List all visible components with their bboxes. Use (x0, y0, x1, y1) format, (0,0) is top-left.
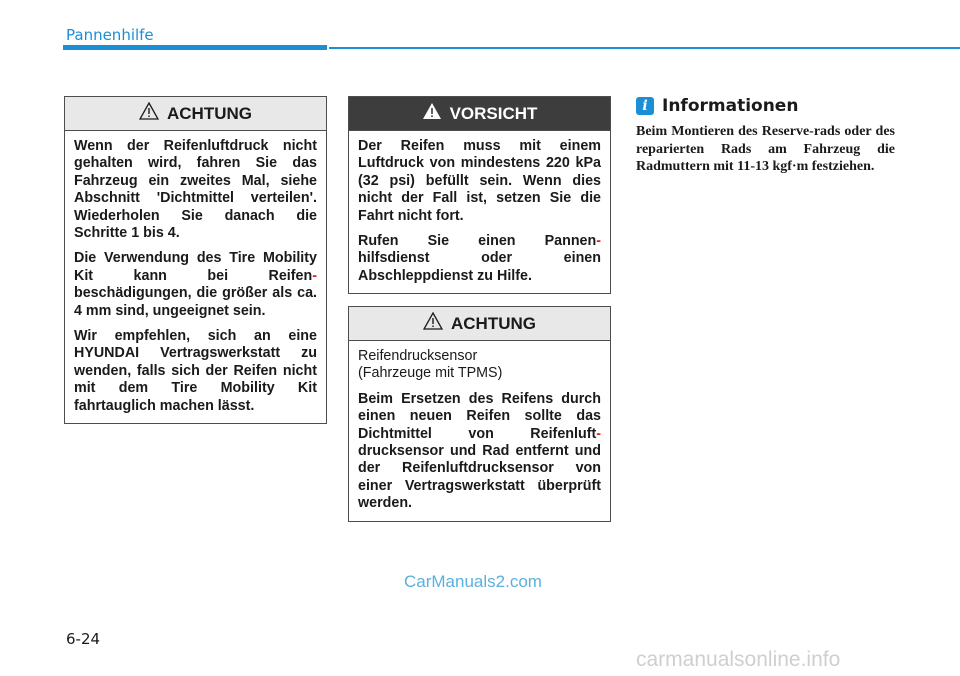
vorsicht-title: VORSICHT (449, 103, 538, 123)
info-heading (636, 96, 798, 116)
achtung-title: ACHTUNG (167, 103, 252, 123)
watermark-link[interactable]: CarManuals2.com (404, 572, 542, 591)
hyphen-mark: - (312, 267, 317, 284)
achtung-paragraph: Wenn der Reifenluftdruck nicht gehalten wird, fahren Sie das Fahrzeug ein zweites Mal, siehe Abschnitt 'Dichtmittel verteilen'. Wiederholen Sie danach die Schritte 1 bis 4. (74, 138, 317, 242)
achtung-title: ACHTUNG (451, 313, 536, 333)
vorsicht-paragraph: Der Reifen muss mit einem Luftdruck von mindestens 220 kPa (32 psi) befüllt sein. Wenn dies nicht der Fall ist, setzen Sie die Fahrt nicht fort. (358, 138, 601, 224)
achtung-body (349, 341, 610, 521)
achtung-paragraph: Die Verwendung des Tire Mobility Kit kann bei Reifen- beschädigungen, die größer als ca. 4 mm sind, ungeeignet sein. (74, 250, 317, 319)
hyphen-mark: - (596, 233, 601, 250)
page-number: 6-24 (66, 630, 101, 648)
vorsicht-box (348, 96, 611, 294)
achtung-box-tire-mobility (64, 96, 327, 424)
warning-triangle-outline-icon (423, 312, 443, 335)
warning-triangle-outline-icon (139, 102, 159, 125)
achtung-box-tpms (348, 306, 611, 522)
header-rule-thick (63, 45, 327, 50)
hyphen-mark: - (596, 425, 601, 442)
info-title: Informationen (662, 96, 799, 116)
warning-triangle-filled-icon (422, 102, 442, 125)
achtung-body (65, 131, 326, 423)
achtung-subheading: Reifendrucksensor (Fahrzeuge mit TPMS) (358, 348, 503, 382)
achtung-header (65, 97, 326, 131)
section-title: Pannenhilfe (66, 26, 154, 44)
achtung-paragraph: Beim Ersetzen des Reifens durch einen neuen Reifen sollte das Dichtmittel von Reifenluft- drucksensor und Rad entfernt und der Reifenluftdrucksensor von einer Vertragswerkstatt überprüft werden. (358, 390, 601, 512)
header-rule-thin (329, 47, 960, 49)
info-text: Beim Montieren des Reserve-rads oder des reparierten Rads am Fahrzeug die Radmuttern mit 11-13 kgf·m festziehen. (636, 124, 895, 174)
achtung-header (349, 307, 610, 341)
achtung-paragraph: Wir empfehlen, sich an eine HYUNDAI Vertragswerkstatt zu wenden, falls sich der Reifen nicht mit dem Tire Mobility Kit fahrtauglich machen lässt. (74, 328, 317, 414)
footer-watermark: carmanualsonline.info (636, 648, 841, 671)
vorsicht-header (349, 97, 610, 131)
vorsicht-paragraph: Rufen Sie einen Pannen- hilfsdienst oder einen Abschleppdienst zu Hilfe. (358, 233, 601, 284)
vorsicht-body (349, 131, 610, 293)
info-icon: i (636, 97, 654, 115)
